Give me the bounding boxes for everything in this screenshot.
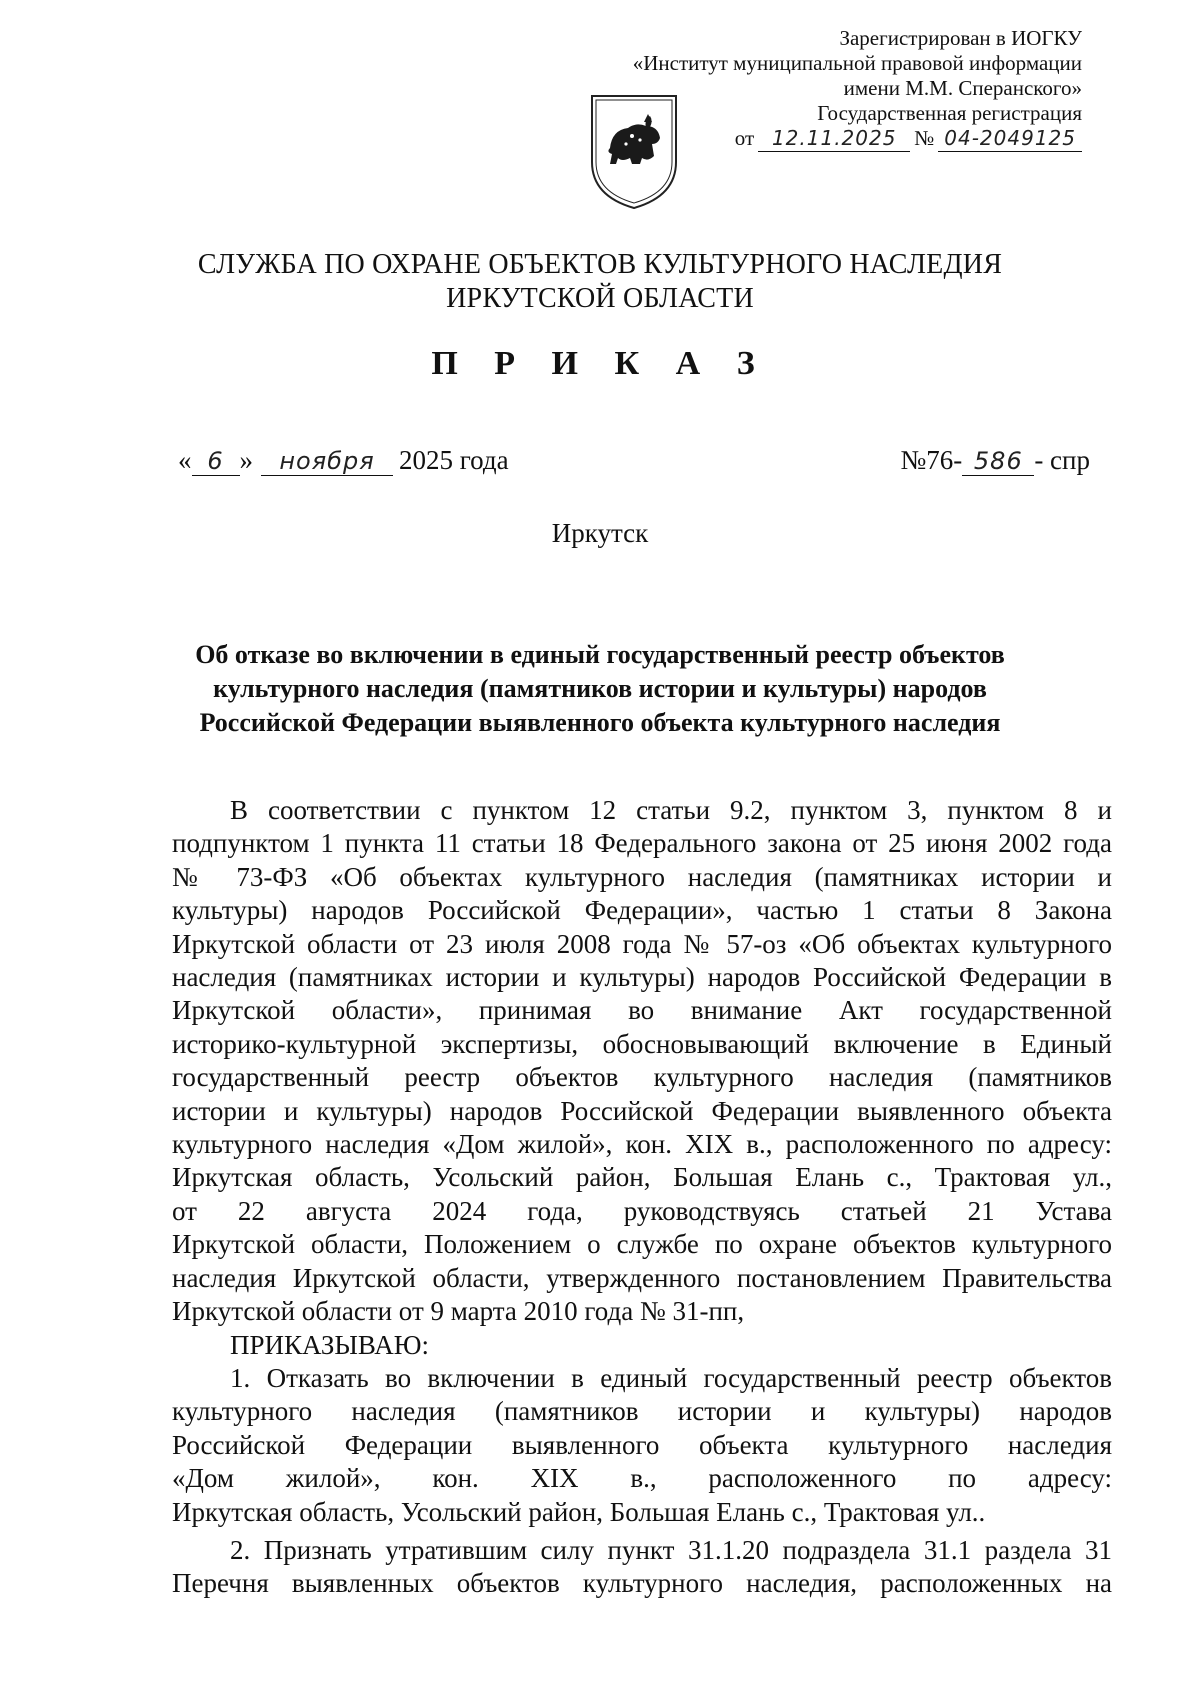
- body-line: Иркутская область, Усольский район, Большая Елань с., Трактовая ул..: [172, 1496, 986, 1527]
- registration-from-label: от: [734, 126, 755, 150]
- body-line: «Дом жилой», кон. XIX в., расположенного по адресу:: [172, 1463, 1112, 1494]
- body-line: культурного наследия «Дом жилой», кон. XIX в., расположенного по адресу:: [172, 1129, 1112, 1160]
- body-line: Иркутская область, Усольский район, Большая Елань с., Трактовая ул.,: [172, 1162, 1112, 1193]
- body-line: от 22 августа 2024 года, руководствуясь статьей 21 Устава: [172, 1195, 1112, 1226]
- body-line: культурного наследия (памятников истории и культуры) народов: [172, 1396, 1112, 1427]
- body-line: наследия (памятниках истории и культуры) народов Российской Федерации в: [172, 962, 1112, 993]
- title-line: Российской Федерации выявленного объекта культурного наследия: [199, 708, 1001, 737]
- body-line: подпунктом 1 пункта 11 статьи 18 Федерального закона от 25 июня 2002 года: [172, 828, 1112, 859]
- registration-stamp: [633, 26, 1082, 152]
- registration-date: 12.11.2025: [758, 126, 910, 152]
- body-line: В соответствии с пунктом 12 статьи 9.2, пунктом 3, пунктом 8 и: [230, 795, 1112, 825]
- document-title: [150, 638, 1050, 740]
- order-number-prefix: №76-: [900, 445, 963, 475]
- city: Иркутск: [551, 518, 649, 548]
- order-number-value: 586: [962, 447, 1034, 476]
- body-line: 1. Отказать во включении в единый государственный реестр объектов: [230, 1362, 1112, 1393]
- order-word: ПРИКАЗЫВАЮ:: [230, 1329, 429, 1360]
- order-date: [178, 445, 509, 476]
- body-line: Иркутской области», принимая во внимание Акт государственной: [172, 995, 1112, 1026]
- agency-line: СЛУЖБА ПО ОХРАНЕ ОБЪЕКТОВ КУЛЬТУРНОГО НАСЛЕДИЯ: [197, 249, 1003, 280]
- registration-line: Зарегистрирован в ИОГКУ: [839, 26, 1082, 50]
- document-body: [172, 794, 1112, 1601]
- order-month: ноября: [261, 447, 393, 476]
- document-type: П Р И К А З: [431, 345, 769, 382]
- body-line: Перечня выявленных объектов культурного наследия, расположенных на: [172, 1568, 1112, 1599]
- registration-line: «Институт муниципальной правовой информации: [632, 51, 1082, 75]
- body-line: истории и культуры) народов Российской Федерации выявленного объекта: [172, 1095, 1112, 1126]
- order-year: 2025 года: [399, 445, 509, 475]
- body-line: историко-культурной экспертизы, обосновывающий включение в Единый: [172, 1028, 1112, 1059]
- registration-number: 04-2049125: [938, 126, 1082, 152]
- body-line: Иркутской области от 23 июля 2008 года № 57-оз «Об объектах культурного: [172, 928, 1112, 959]
- registration-date-row: [633, 126, 1082, 152]
- body-line: Российской Федерации выявленного объекта культурного наследия: [172, 1429, 1112, 1460]
- paragraph-basis: [172, 794, 1112, 1329]
- title-line: Об отказе во включении в единый государственный реестр объектов: [195, 640, 1005, 669]
- order-number: [901, 445, 1090, 476]
- title-line: культурного наследия (памятников истории и культуры) народов: [213, 674, 987, 703]
- registration-line: имени М.М. Сперанского»: [843, 76, 1082, 100]
- quote-open: «: [178, 445, 192, 475]
- body-line: 2. Признать утратившим силу пункт 31.1.20 подраздела 31.1 раздела 31: [230, 1534, 1112, 1565]
- quote-close: »: [239, 445, 253, 475]
- order-day: 6: [192, 447, 240, 476]
- body-line: культуры) народов Российской Федерации», частью 1 статьи 8 Закона: [172, 895, 1112, 926]
- agency-name: [0, 248, 1200, 316]
- paragraph-item-1: [172, 1362, 1112, 1529]
- irkutsk-coat-of-arms-icon: [588, 92, 680, 212]
- registration-number-label: №: [914, 126, 935, 150]
- body-line: № 73-ФЗ «Об объектах культурного наследия (памятниках истории и: [172, 861, 1112, 892]
- registration-line: Государственная регистрация: [817, 101, 1082, 125]
- body-line: государственный реестр объектов культурного наследия (памятников: [172, 1062, 1112, 1093]
- body-line: Иркутской области от 9 марта 2010 года № 31-пп,: [172, 1296, 745, 1327]
- paragraph-item-2: [172, 1534, 1112, 1601]
- order-number-suffix: - спр: [1034, 445, 1090, 475]
- body-line: наследия Иркутской области, утвержденного постановлением Правительства: [172, 1262, 1112, 1293]
- body-line: Иркутской области, Положением о службе по охране объектов культурного: [172, 1229, 1112, 1260]
- agency-line: ИРКУТСКОЙ ОБЛАСТИ: [446, 283, 754, 314]
